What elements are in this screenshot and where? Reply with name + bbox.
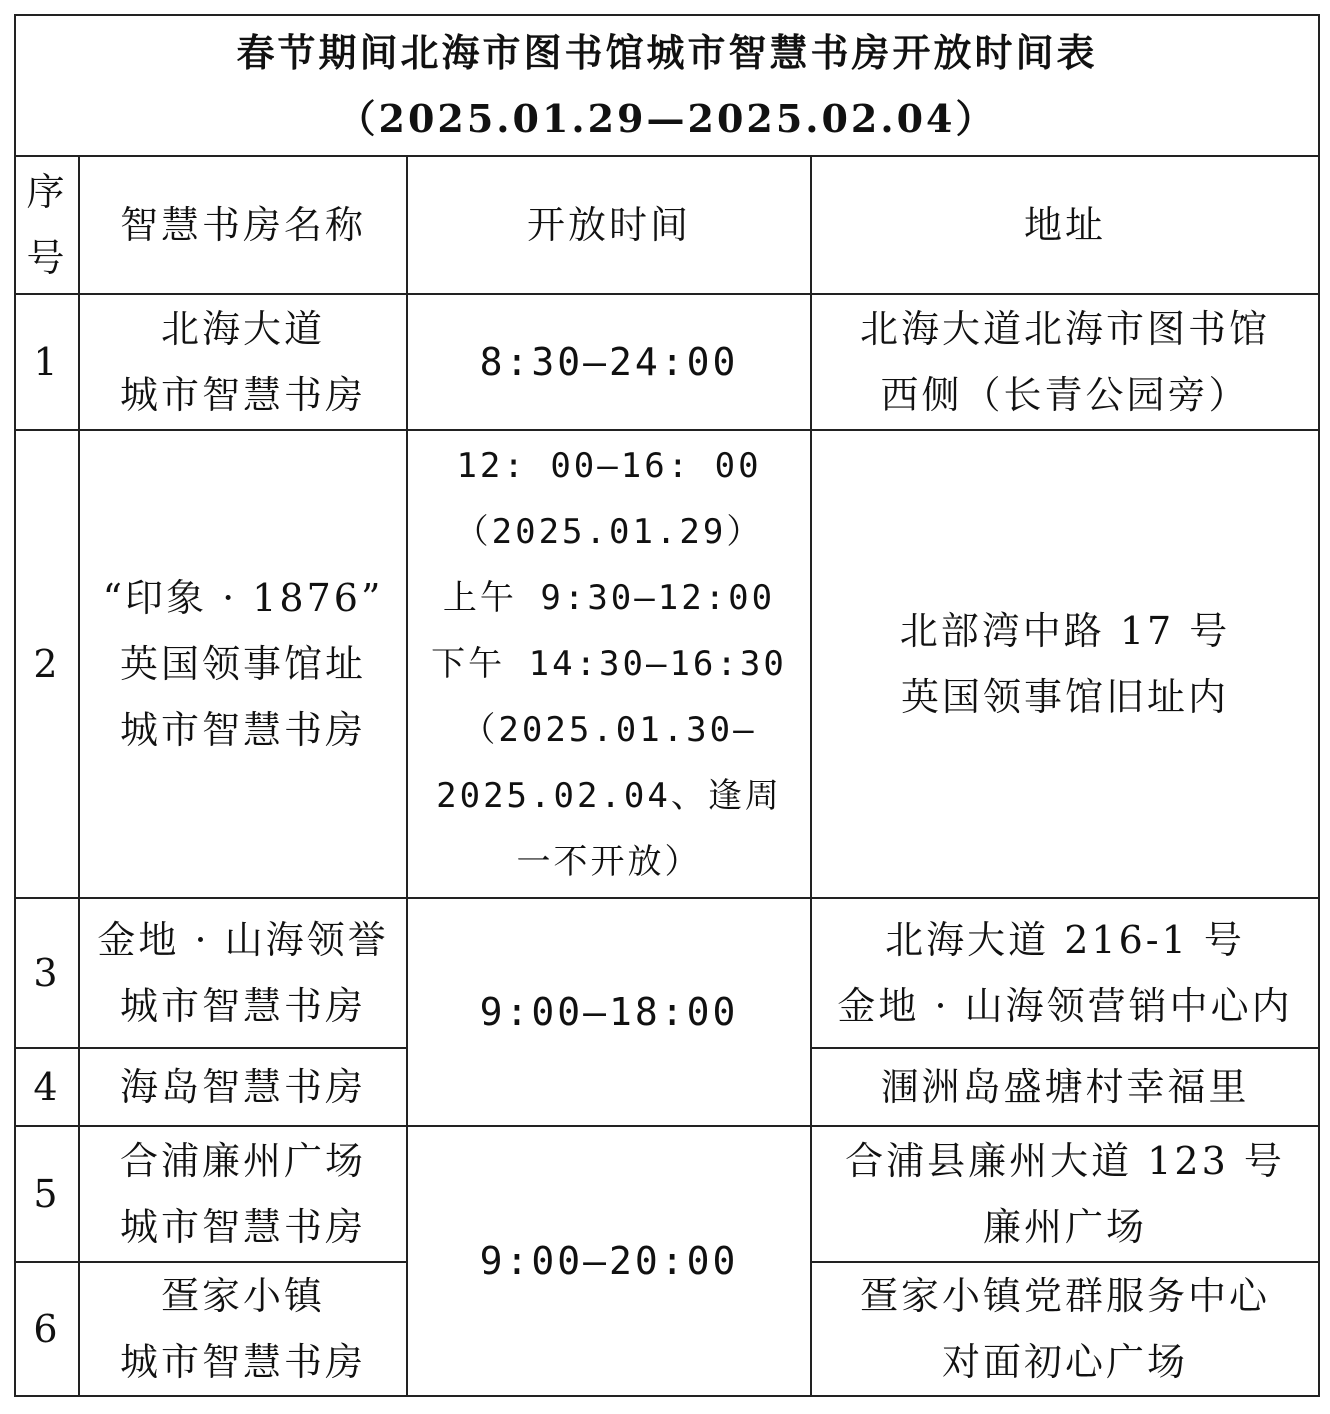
row-hours (407, 430, 811, 898)
hours-line: （2025.01.30— (461, 710, 757, 750)
name-line: 合浦廉州广场 (119, 1139, 366, 1183)
address-line: 疍家小镇党群服务中心 (860, 1274, 1271, 1318)
hours-line: 下午 14:30—16:30 (431, 644, 787, 684)
row-hours: 8:30—24:00 (407, 294, 811, 430)
table-row (15, 898, 1319, 1048)
title-line-2: （2025.01.29—2025.02.04） (337, 95, 997, 141)
hours-line: 上午 9:30—12:00 (442, 578, 776, 618)
row-name (79, 1048, 407, 1126)
address-line: 涠洲岛盛塘村幸福里 (880, 1065, 1250, 1109)
address-line: 北海大道北海市图书馆 (860, 307, 1271, 351)
row-seq: 5 (15, 1126, 79, 1262)
table-row (15, 1126, 1319, 1262)
header-row (15, 156, 1319, 294)
row-address (811, 1126, 1319, 1262)
header-address: 地址 (811, 156, 1319, 294)
name-line: 城市智慧书房 (119, 1340, 366, 1384)
row-name (79, 1262, 407, 1396)
name-line: “印象 · 1876” (102, 576, 384, 620)
name-line: 金地 · 山海领誉 (97, 918, 389, 962)
header-name: 智慧书房名称 (79, 156, 407, 294)
row-address (811, 1048, 1319, 1126)
address-line: 北海大道 216-1 号 (885, 918, 1245, 962)
row-address (811, 430, 1319, 898)
table-row (15, 294, 1319, 430)
name-line: 海岛智慧书房 (119, 1065, 366, 1109)
name-line: 城市智慧书房 (119, 373, 366, 417)
title-line-1: 春节期间北海市图书馆城市智慧书房开放时间表 (236, 29, 1098, 75)
row-name (79, 898, 407, 1048)
row-name (79, 294, 407, 430)
table-row (15, 430, 1319, 898)
header-seq (15, 156, 79, 294)
name-line: 疍家小镇 (160, 1274, 325, 1318)
address-line: 英国领事馆旧址内 (901, 675, 1230, 719)
row-hours: 9:00—18:00 (407, 898, 811, 1126)
row-seq: 2 (15, 430, 79, 898)
row-name (79, 430, 407, 898)
address-line: 廉州广场 (983, 1205, 1148, 1249)
name-line: 城市智慧书房 (119, 708, 366, 752)
header-seq-char-1: 序 (26, 170, 68, 214)
hours-line: （2025.01.29） (454, 512, 764, 552)
name-line: 城市智慧书房 (119, 1205, 366, 1249)
name-line: 城市智慧书房 (119, 984, 366, 1028)
row-seq: 3 (15, 898, 79, 1048)
address-line: 金地 · 山海领营销中心内 (837, 984, 1293, 1028)
row-address (811, 1262, 1319, 1396)
row-hours: 9:00—20:00 (407, 1126, 811, 1396)
address-line: 西侧（长青公园旁） (880, 373, 1250, 417)
address-line: 北部湾中路 17 号 (899, 609, 1231, 653)
table-title (15, 15, 1319, 156)
address-line: 对面初心广场 (942, 1340, 1189, 1384)
name-line: 英国领事馆址 (119, 642, 366, 686)
row-address (811, 294, 1319, 430)
row-address (811, 898, 1319, 1048)
hours-line: 一不开放） (516, 842, 702, 882)
schedule-table (14, 14, 1320, 1397)
row-seq: 4 (15, 1048, 79, 1126)
hours-line: 12: 00—16: 00 (456, 446, 762, 486)
row-name (79, 1126, 407, 1262)
header-seq-char-2: 号 (26, 236, 68, 280)
row-seq: 6 (15, 1262, 79, 1396)
name-line: 北海大道 (160, 307, 325, 351)
hours-line: 2025.02.04、逢周 (436, 776, 782, 816)
address-line: 合浦县廉州大道 123 号 (845, 1139, 1285, 1183)
row-seq: 1 (15, 294, 79, 430)
header-hours: 开放时间 (407, 156, 811, 294)
